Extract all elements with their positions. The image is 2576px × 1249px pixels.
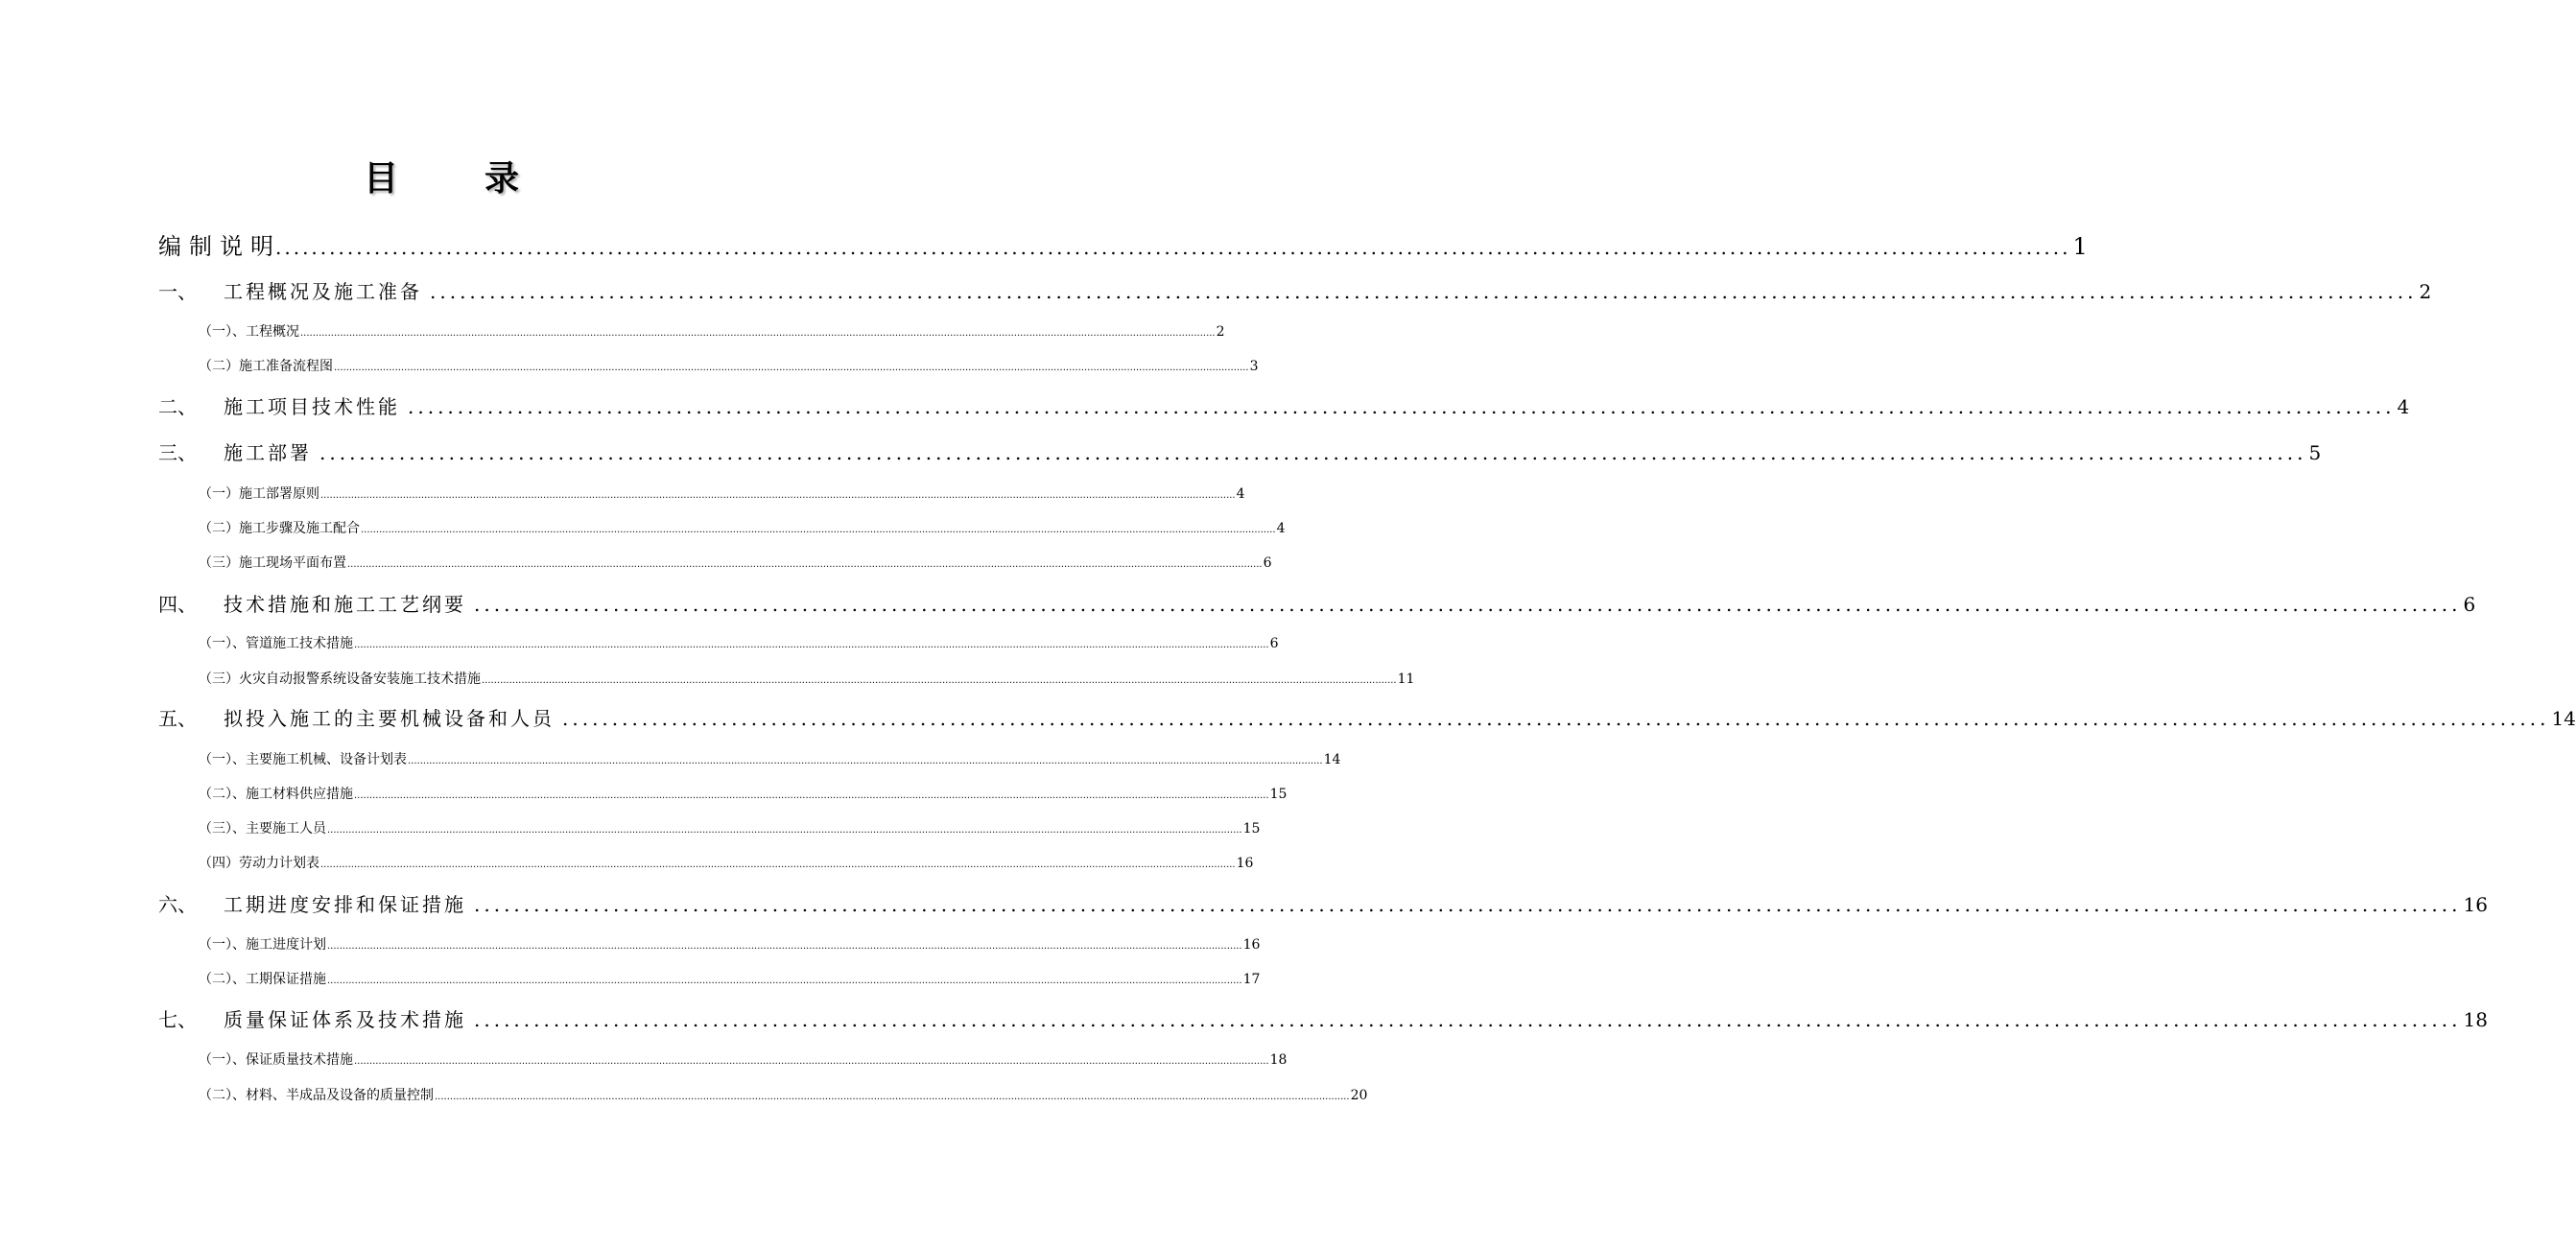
toc-entry-title: 施工项目技术性能 bbox=[224, 395, 400, 418]
toc-page-number: 15 bbox=[1242, 821, 1261, 837]
toc-page-number: 4 bbox=[1276, 521, 1286, 536]
toc-entry-label bbox=[158, 392, 400, 421]
toc-page-number: 2 bbox=[1216, 324, 1225, 340]
toc-page-number: 18 bbox=[2463, 1008, 2488, 1031]
toc-entry-label bbox=[158, 590, 466, 619]
toc-entry-number: 五、 bbox=[158, 707, 197, 730]
toc-subentry-label: （一）、保证质量技术措施 bbox=[199, 1052, 353, 1068]
toc-leader-dots: ............................................................................................................................................................................................................................................................................................................ bbox=[435, 1092, 1350, 1102]
toc-subentry[interactable] bbox=[199, 483, 1245, 507]
toc-entry-label bbox=[158, 277, 422, 306]
toc-page-number: 20 bbox=[1350, 1088, 1368, 1103]
toc-subentry-label: （一）施工部署原则 bbox=[199, 486, 319, 502]
toc-page-number: 15 bbox=[1269, 787, 1288, 802]
toc-page-number: 1 bbox=[2072, 233, 2088, 260]
toc-page-number: 11 bbox=[1397, 672, 1415, 687]
toc-entry-title: 技术措施和施工工艺纲要 bbox=[224, 593, 466, 616]
toc-page-number: 14 bbox=[1323, 752, 1341, 767]
toc-page-number: 14 bbox=[2551, 707, 2576, 730]
toc-entry[interactable] bbox=[158, 277, 2432, 306]
toc-entry-number: 二、 bbox=[158, 395, 197, 418]
toc-subentry-label: （一）、管道施工技术措施 bbox=[199, 636, 353, 651]
toc-entry-number: 四、 bbox=[158, 593, 197, 616]
toc-leader-dots: ........................................................................................................................................................................................................ bbox=[430, 280, 2418, 303]
toc-page-number: 3 bbox=[1249, 359, 1259, 374]
toc-entry[interactable] bbox=[158, 392, 2410, 421]
toc-page-number: 5 bbox=[2308, 441, 2322, 464]
toc-leader-dots: ............................................................................................................................................................................................................................................................................................................ bbox=[347, 559, 1263, 570]
toc-entry-label bbox=[158, 1005, 466, 1034]
toc-entry-title: 工期进度安排和保证措施 bbox=[224, 893, 466, 916]
toc-subentry[interactable] bbox=[199, 1049, 1288, 1072]
toc-subentry-label: （三）火灾自动报警系统设备安装施工技术措施 bbox=[199, 672, 481, 687]
toc-leader-dots: ............................................................................................................................................................................................................................................................................................................ bbox=[482, 675, 1397, 686]
toc-leader-dots: ........................................................................................................................................................................................................ bbox=[474, 1008, 2462, 1031]
toc-subentry[interactable] bbox=[199, 853, 1254, 876]
toc-leader-dots: ............................................................................................................................................................................................................................................................................................................ bbox=[334, 363, 1249, 373]
toc-page-number: 16 bbox=[1242, 937, 1261, 953]
toc-subentry-label: （四）劳动力计划表 bbox=[199, 856, 319, 871]
toc-leader-dots: ............................................................................................................................................................................................................................................................................................................ bbox=[327, 825, 1242, 836]
toc-subentry-label: （一）、工程概况 bbox=[199, 324, 299, 340]
toc-leader-dots: ........................................................................................................................................................................................................ bbox=[408, 395, 2396, 418]
toc-entry-number: 一、 bbox=[158, 280, 197, 303]
toc-page-number: 16 bbox=[2463, 893, 2488, 916]
toc-page-number: 16 bbox=[1236, 856, 1254, 871]
toc-subentry[interactable] bbox=[199, 1085, 1368, 1108]
toc-subentry-label: （一）、施工进度计划 bbox=[199, 937, 326, 953]
toc-subentry[interactable] bbox=[199, 321, 1225, 344]
toc-leader-dots: ............................................................................................................................................................................................................................................................................................................ bbox=[327, 976, 1242, 986]
toc-leader-dots: ........................................................................................................................................................................................................ bbox=[319, 441, 2307, 464]
toc-subentry[interactable] bbox=[199, 553, 1272, 576]
toc-entry-number: 六、 bbox=[158, 893, 197, 916]
toc-entry-title: 质量保证体系及技术措施 bbox=[224, 1008, 466, 1031]
toc-subentry-label: （三）、主要施工人员 bbox=[199, 821, 326, 837]
toc-leader-dots: ........................................................................................................................................................................................................ bbox=[474, 593, 2462, 616]
toc-page-number: 17 bbox=[1242, 972, 1261, 987]
toc-subentry[interactable] bbox=[199, 518, 1286, 541]
title-char-2: 录 bbox=[484, 158, 520, 199]
toc-subentry-label: （三）施工现场平面布置 bbox=[199, 555, 346, 571]
toc-subentry-label: （二）、材料、半成品及设备的质量控制 bbox=[199, 1088, 434, 1103]
toc-entry-label bbox=[158, 438, 312, 467]
toc-entry[interactable] bbox=[158, 438, 2322, 467]
toc-leader-dots: ............................................................................................................................................................................................................................................................................................................ bbox=[320, 490, 1236, 501]
toc-subentry[interactable] bbox=[199, 633, 1279, 656]
toc-leader-dots: ............................................................................................................................................................................................................................................................................................................ bbox=[408, 756, 1323, 766]
toc-subentry-label: （二）施工准备流程图 bbox=[199, 359, 333, 374]
toc-entry-intro[interactable] bbox=[158, 232, 2088, 262]
toc-subentry[interactable] bbox=[199, 749, 1341, 772]
toc-subentry[interactable] bbox=[199, 356, 1259, 379]
toc-subentry-label: （二）施工步骤及施工配合 bbox=[199, 521, 360, 536]
toc-leader-dots: ............................................................................................................................................................................................................................................................................................................ bbox=[354, 790, 1269, 801]
page-title bbox=[0, 152, 883, 200]
toc-entry[interactable] bbox=[158, 704, 2576, 733]
toc-entry[interactable] bbox=[158, 890, 2488, 919]
toc-page-number: 18 bbox=[1269, 1052, 1288, 1068]
toc-subentry-label: （二）、工期保证措施 bbox=[199, 972, 326, 987]
toc-entry-label: 编制说明 bbox=[158, 233, 281, 260]
toc-entry-number: 三、 bbox=[158, 441, 197, 464]
toc-subentry[interactable] bbox=[199, 969, 1261, 992]
toc-leader-dots: ........................................................................................................................................................................................................ bbox=[474, 893, 2462, 916]
toc-page-number: 2 bbox=[2419, 280, 2432, 303]
toc-page-number: 6 bbox=[1263, 555, 1272, 571]
toc-entry-title: 工程概况及施工准备 bbox=[224, 280, 422, 303]
toc-page-number: 4 bbox=[1236, 486, 1245, 502]
toc-subentry-label: （一）、主要施工机械、设备计划表 bbox=[199, 752, 407, 767]
toc-page-number: 6 bbox=[1269, 636, 1279, 651]
toc-subentry-label: （二）、施工材料供应措施 bbox=[199, 787, 353, 802]
toc-subentry[interactable] bbox=[199, 934, 1261, 957]
toc-entry-title: 拟投入施工的主要机械设备和人员 bbox=[224, 707, 555, 730]
toc-subentry[interactable] bbox=[199, 669, 1415, 692]
toc-entry-label bbox=[158, 704, 555, 733]
toc-entry-number: 七、 bbox=[158, 1008, 197, 1031]
toc-leader-dots: ............................................................................................................................................................................................................................................................................................................ bbox=[354, 640, 1269, 650]
toc-leader-dots: ............................................................................................................................................................................................................................................................................................................ bbox=[361, 525, 1276, 535]
toc-entry[interactable] bbox=[158, 590, 2476, 619]
toc-subentry[interactable] bbox=[199, 784, 1288, 807]
toc-leader-dots: ............................................................................................................................................................................................................................................................................................................ bbox=[327, 941, 1242, 952]
toc-page-number: 6 bbox=[2463, 593, 2476, 616]
toc-page-number: 4 bbox=[2397, 395, 2410, 418]
toc-entry-label bbox=[158, 890, 466, 919]
toc-leader-dots: ............................................................................................................................................................................................................................................................................................................ bbox=[300, 328, 1216, 339]
toc-subentry[interactable] bbox=[199, 818, 1261, 841]
toc-leader-dots: ............................................................................................................................................................................................................................................................................................................ bbox=[354, 1056, 1269, 1067]
toc-leader-dots: ........................................................................................................................................................................................................ bbox=[275, 236, 2071, 259]
toc-entry-title: 施工部署 bbox=[224, 441, 312, 464]
toc-leader-dots: ............................................................................................................................................................................................................................................................................................................ bbox=[320, 860, 1236, 870]
toc-entry[interactable] bbox=[158, 1005, 2488, 1034]
toc-leader-dots: ........................................................................................................................................................................................................ bbox=[562, 707, 2550, 730]
title-char-1: 目 bbox=[363, 158, 398, 199]
